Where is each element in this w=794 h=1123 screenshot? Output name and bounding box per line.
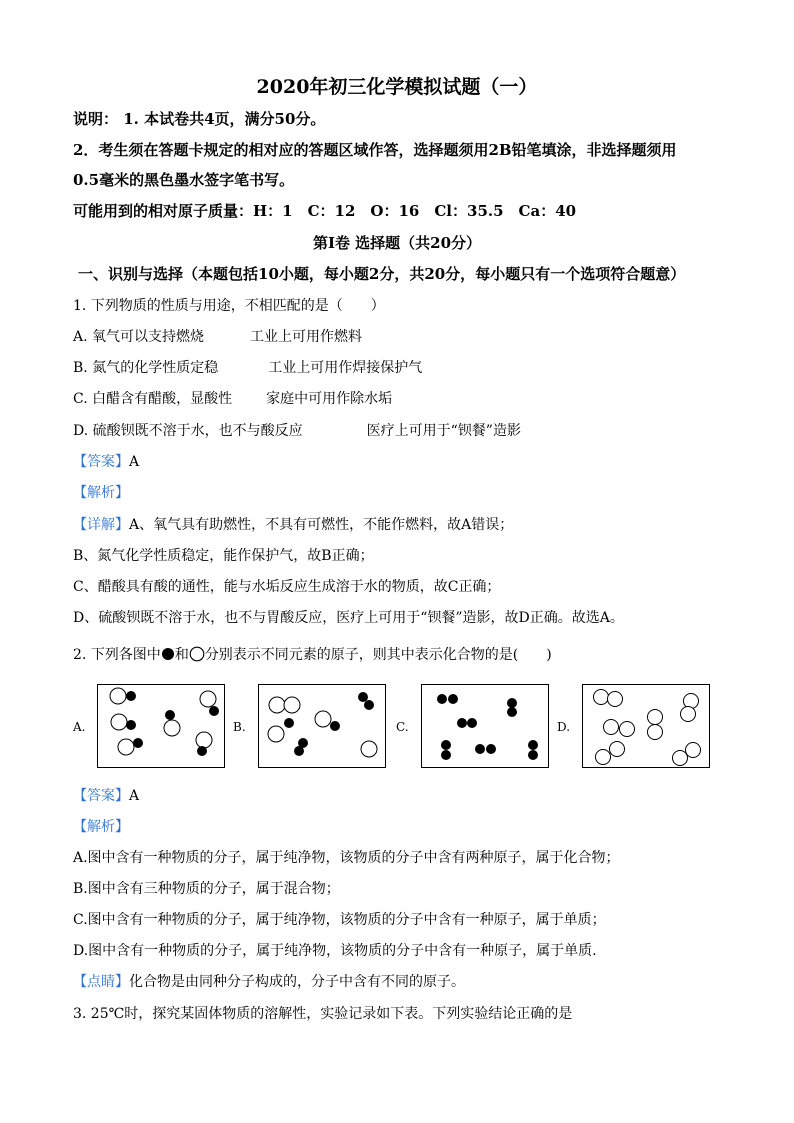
q2-comment: [73, 973, 465, 991]
section-heading: 第Ⅰ卷 选择题（共20分）: [312, 234, 482, 252]
q1-detail-tag: 【详解】: [73, 517, 129, 533]
diagram-d: [582, 684, 710, 768]
q2-analysis-b: B.图中含有三种物质的分子，属于混合物；: [73, 881, 340, 897]
q1-detail-c: C、醋酸具有酸的通性，能与水垢反应生成溶于水的物质，故C正确；: [73, 579, 501, 595]
part-heading: 一、识别与选择（本题包括10小题，每小题2分，共20分，每小题只有一个选项符合题意）: [78, 265, 686, 283]
q2-comment-text: 化合物是由同种分子构成的，分子中含有不同的原子。: [129, 974, 465, 990]
q1-answer: [73, 453, 139, 471]
q1-option-b: [73, 359, 422, 377]
q1-detail-d: D、硫酸钡既不溶于水，也不与胃酸反应，医疗上可用于“钡餐”造影，故D正确。故选A。: [73, 610, 624, 626]
q1-analysis-tag: 【解析】: [73, 485, 129, 501]
q2-answer: [73, 787, 139, 805]
q1-option-a-left: A. 氧气可以支持燃烧: [73, 329, 205, 345]
diagram-b: [258, 684, 386, 768]
diagram-label-c: C.: [396, 720, 409, 734]
q3-stem: 3. 25℃时，探究某固体物质的溶解性，实验记录如下表。下列实验结论正确的是: [73, 1006, 573, 1022]
note-line-3: 0.5毫米的黑色墨水签字笔书写。: [73, 171, 295, 189]
q1-option-a: [73, 328, 362, 346]
q1-option-b-right: 工业上可用作焊接保护气: [268, 360, 423, 376]
note-line-1: 说明： 1. 本试卷共4页，满分50分。: [73, 110, 326, 128]
q1-option-d: [73, 422, 521, 440]
diagram-a-drawing: [98, 685, 226, 769]
q2-stem: [73, 646, 552, 664]
diagram-label-a: A.: [73, 720, 86, 734]
diagram-label-b: B.: [233, 720, 246, 734]
atomic-masses: 可能用到的相对原子质量：H：1 C：12 O：16 Cl：35.5 Ca：40: [73, 202, 577, 220]
q1-detail-b: B、氮气化学性质稳定，能作保护气，故B正确；: [73, 548, 374, 564]
q1-detail-a: A、氧气具有助燃性，不具有可燃性，不能作燃料，故A错误；: [129, 517, 514, 533]
q2-stem-mid: 和: [174, 647, 189, 663]
q2-analysis-c: C.图中含有一种物质的分子，属于纯净物，该物质的分子中含有一种原子，属于单质；: [73, 912, 606, 928]
filled-circle-icon: [161, 647, 175, 661]
diagram-label-d: D.: [557, 720, 571, 734]
q1-option-d-right: 医疗上可用于“钡餐”造影: [366, 423, 521, 439]
q1-option-c: [73, 390, 392, 408]
q2-answer-tag: 【答案】: [73, 788, 129, 804]
q1-answer-value: A: [129, 454, 140, 470]
q2-stem-post: 分别表示不同元素的原子，则其中表示化合物的是( ): [204, 647, 552, 663]
q2-analysis-d: D.图中含有一种物质的分子，属于纯净物，该物质的分子中含有一种原子，属于单质.: [73, 943, 597, 959]
q1-option-c-right: 家庭中可用作除水垢: [266, 391, 393, 407]
q2-analysis-tag: 【解析】: [73, 819, 129, 835]
diagram-c-drawing: [422, 685, 550, 769]
q1-answer-tag: 【答案】: [73, 454, 129, 470]
diagram-a: [97, 684, 225, 768]
q2-comment-tag: 【点睛】: [73, 974, 129, 990]
q1-detail: [73, 516, 513, 534]
page-title: 2020年初三化学模拟试题（一）: [256, 76, 538, 98]
q1-stem: 1. 下列物质的性质与用途，不相匹配的是（ ）: [73, 298, 385, 314]
q1-option-d-left: D. 硫酸钡既不溶于水，也不与酸反应: [73, 423, 303, 439]
q1-option-c-left: C. 白醋含有醋酸，显酸性: [73, 391, 233, 407]
diagram-c: [421, 684, 549, 768]
q1-option-b-left: B. 氮气的化学性质定稳: [73, 360, 219, 376]
note-line-2: 2．考生须在答题卡规定的相对应的答题区域作答，选择题须用2B铅笔填涂，非选择题须用: [73, 141, 677, 159]
hollow-circle-icon: [189, 646, 205, 662]
q2-analysis-a: A.图中含有一种物质的分子，属于纯净物，该物质的分子中含有两种原子，属于化合物；: [73, 850, 620, 866]
q2-stem-pre: 2. 下列各图中: [73, 647, 161, 663]
diagram-d-drawing: [583, 685, 711, 769]
diagram-b-drawing: [259, 685, 387, 769]
q1-option-a-right: 工业上可用作燃料: [250, 329, 363, 345]
q2-answer-value: A: [129, 788, 140, 804]
